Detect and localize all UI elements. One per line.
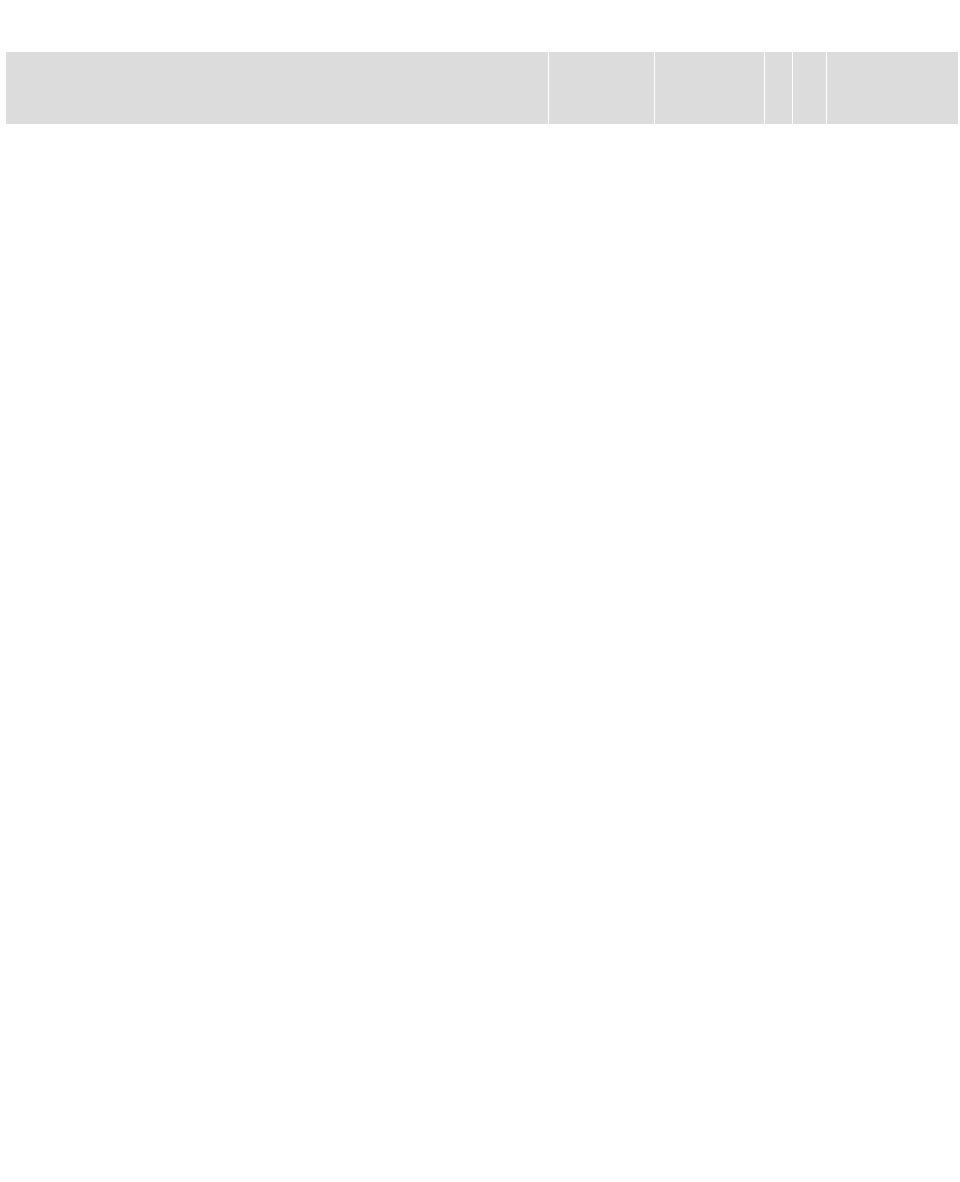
- table-header: [6, 52, 958, 124]
- header-nds: [826, 58, 956, 81]
